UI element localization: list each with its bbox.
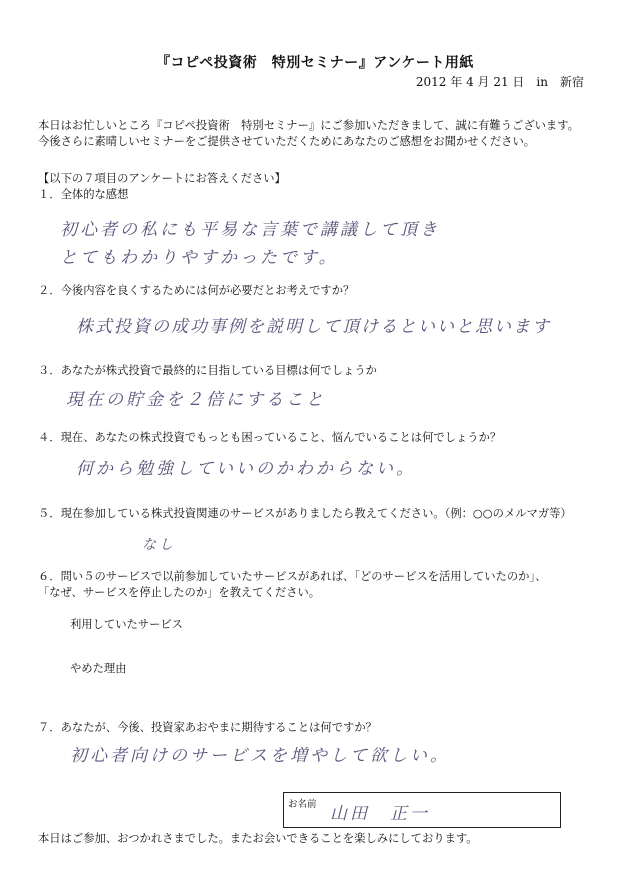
question-2-label: ２．今後内容を良くするためには何が必要だとお考えですか？ <box>38 284 355 297</box>
question-3-answer: 現在の貯金を２倍にすること <box>66 390 326 410</box>
question-1-answer-line-1: 初心者の私にも平易な言葉で講議して頂き <box>60 220 440 240</box>
closing-message: 本日はご参加、おつかれさまでした。またお会いできることを楽しみにしております。 <box>38 832 478 845</box>
question-4-answer: 何から勉強していいのかわからない。 <box>76 459 416 479</box>
question-4-label: ４．現在、あなたの株式投資でもっとも困っていること、悩んでいることは何でしょうか？ <box>38 431 502 444</box>
section-heading: 【以下の７項目のアンケートにお答えください】 <box>38 172 286 185</box>
seminar-date: 2012 年 4 月 21 日 in 新宿 <box>415 75 584 89</box>
question-6-used-service-label: 利用していたサービス <box>70 618 183 631</box>
question-7-label: ７．あなたが、今後、投資家あおやまに期待することは何ですか？ <box>38 721 377 734</box>
question-7-answer: 初心者向けのサービスを増やして欲しい。 <box>70 746 450 766</box>
document-title: 『コピペ投資術 特別セミナー』アンケート用紙 <box>156 55 474 71</box>
question-6-stop-reason-label: やめた理由 <box>70 662 127 675</box>
question-6-label-continued: 「なぜ、サービスを停止したのか」を教えてください。 <box>38 586 321 599</box>
intro-line-2: 今後さらに素晴しいセミナーをご提供させていただくためにあなたのご感想をお聞かせください。 <box>38 135 536 148</box>
question-1-label: １．全体的な感想 <box>38 188 129 201</box>
question-6-label: ６．問い５のサービスで以前参加していたサービスがあれば、「どのサービスを活用していたのか」、 <box>38 570 547 583</box>
question-5-label: ５．現在参加している株式投資関連のサービスがありましたら教えてください。（例：○○のメルマガ等） <box>38 507 572 520</box>
intro-line-1: 本日はお忙しいところ『コピペ投資術 特別セミナー』にご参加いただきまして、誠に有難うございます。 <box>38 119 579 132</box>
question-5-answer: なし <box>142 537 176 553</box>
name-field-label: お名前 <box>288 799 317 810</box>
name-field-value: 山田 正一 <box>330 804 430 824</box>
question-2-answer: 株式投資の成功事例を説明して頂けるといいと思います <box>76 317 551 337</box>
question-1-answer-line-2: とてもわかりやすかったです。 <box>60 248 339 268</box>
question-3-label: ３．あなたが株式投資で最終的に目指している目標は何でしょうか <box>38 364 377 377</box>
name-field[interactable] <box>283 792 561 828</box>
